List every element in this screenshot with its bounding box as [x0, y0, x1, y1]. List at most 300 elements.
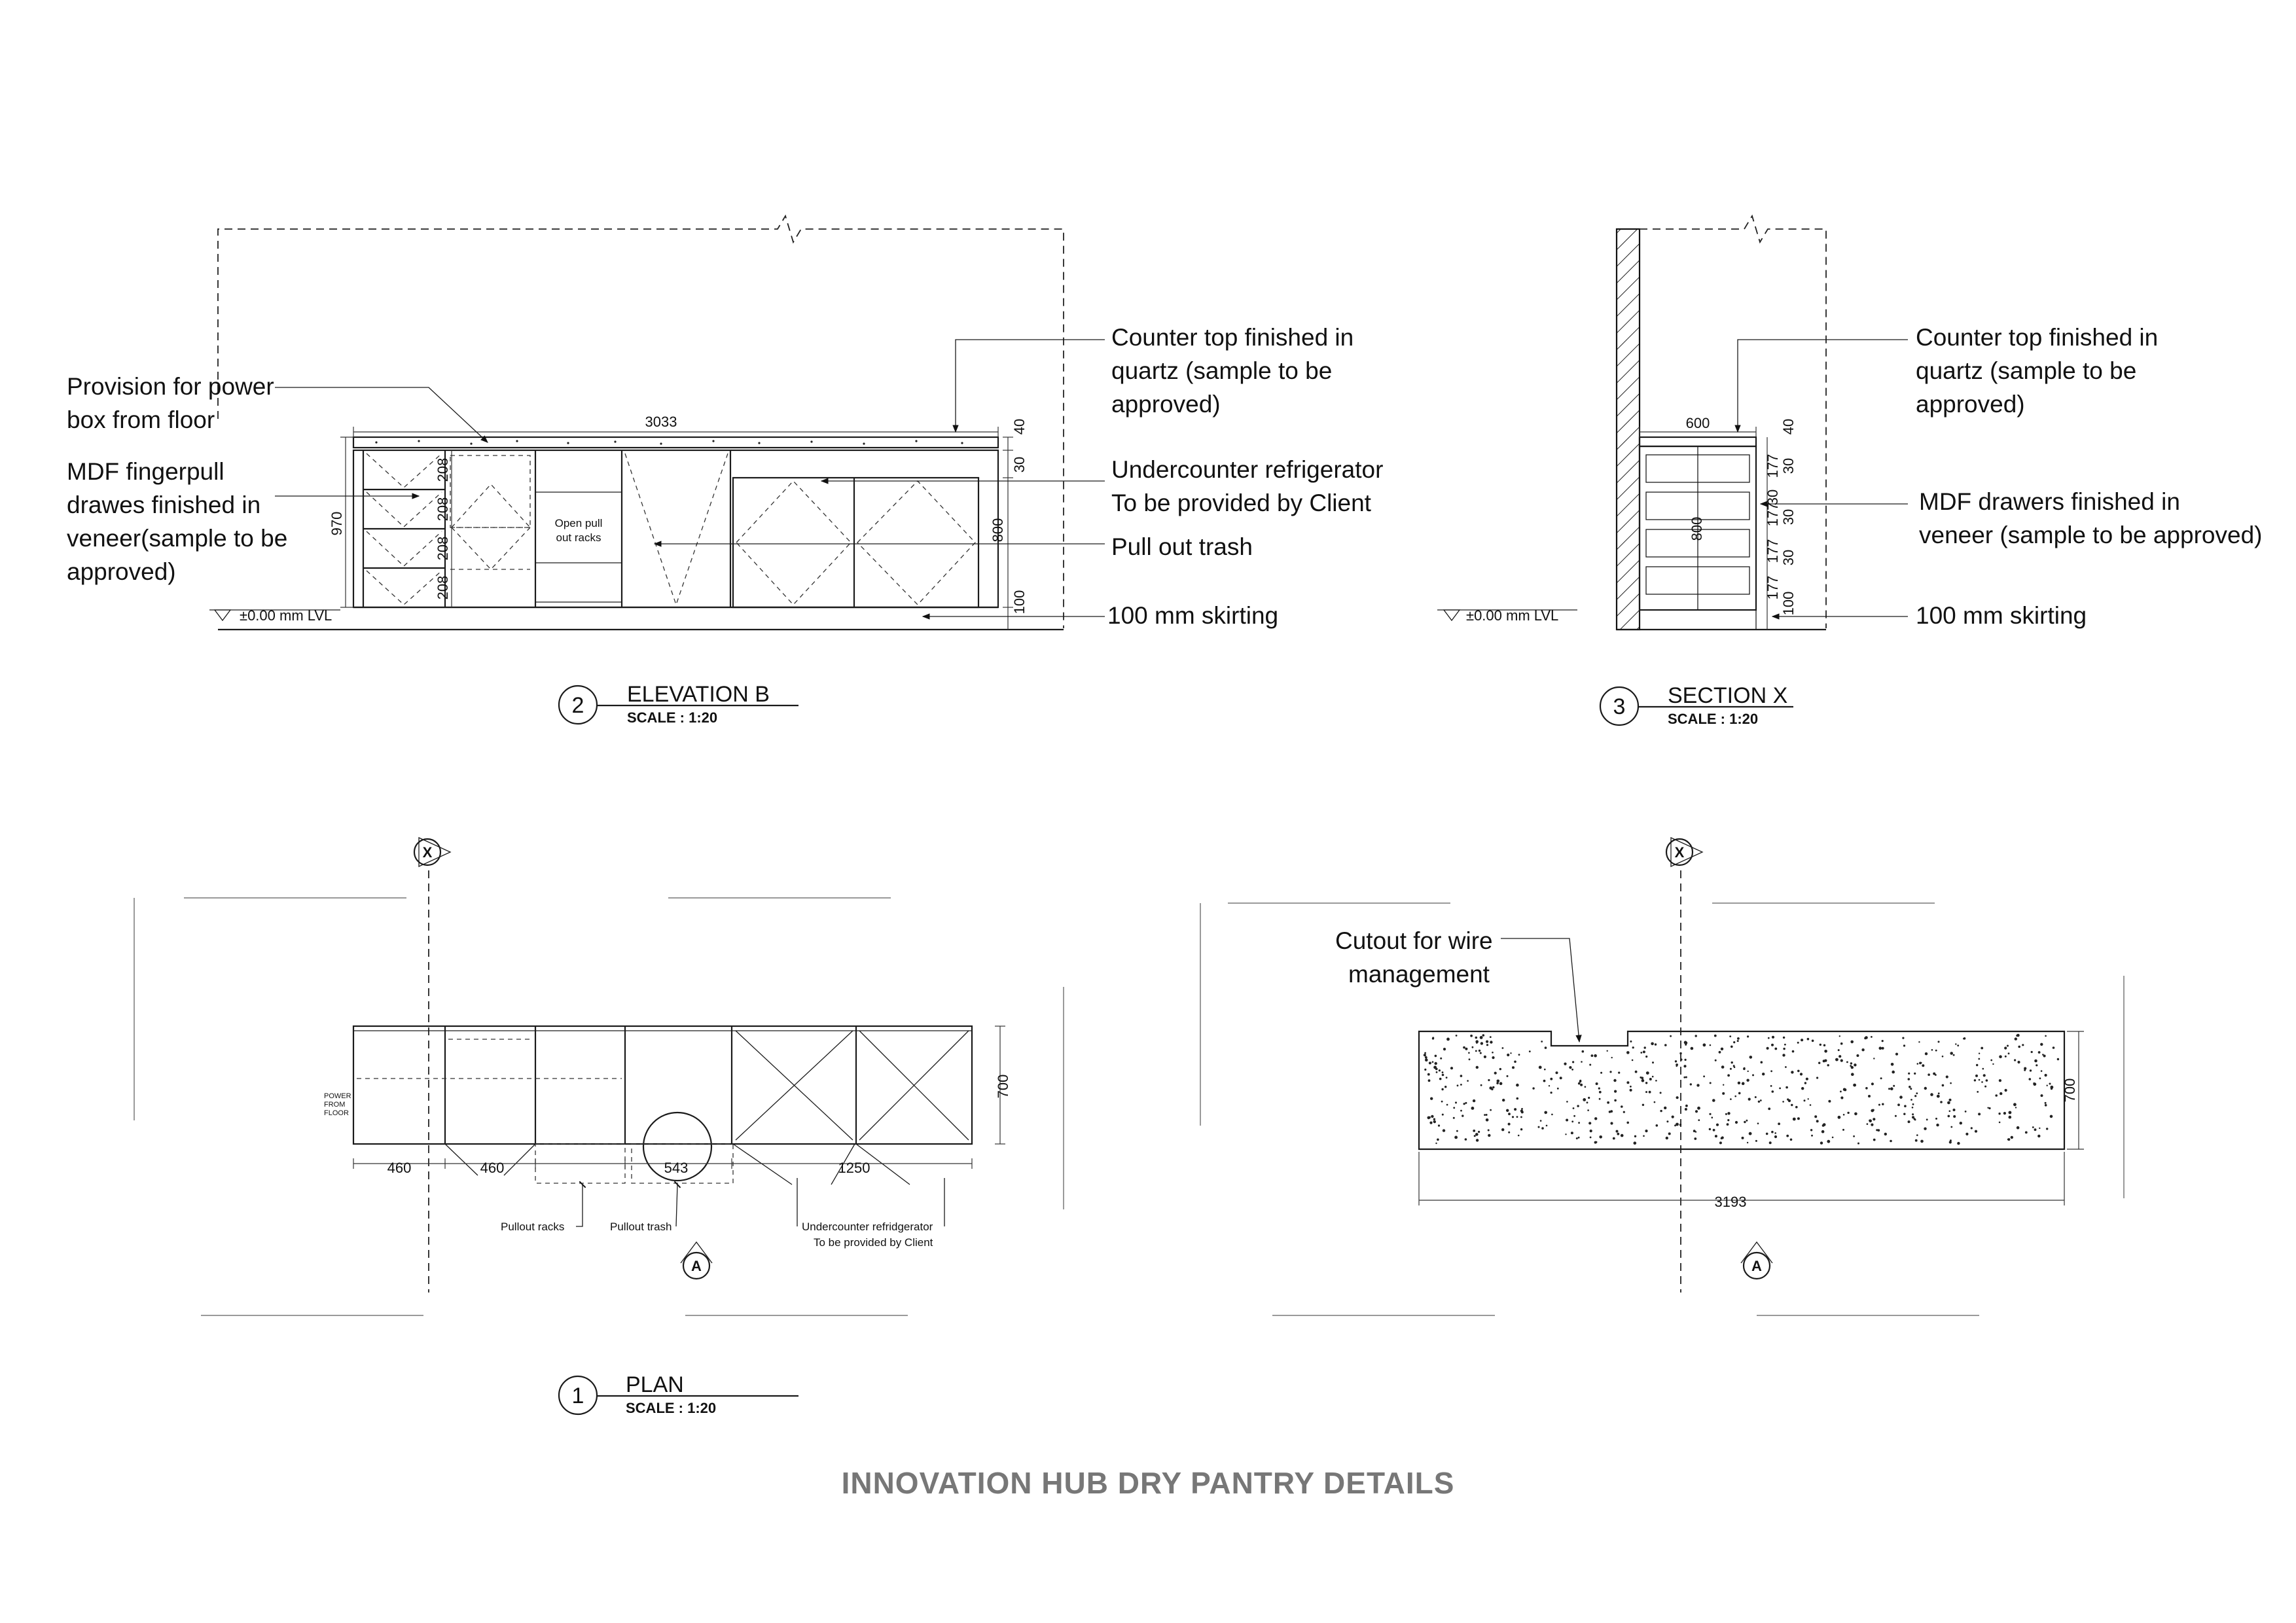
dim-gap: 30 [1011, 456, 1028, 473]
quartz-speck [1824, 1050, 1827, 1053]
quartz-speck [1731, 1046, 1733, 1048]
note-fridge-2: To be provided by Client [1111, 490, 1371, 516]
elevation-title: ELEVATION B [627, 682, 770, 707]
quartz-speck [1695, 1110, 1698, 1113]
quartz-speck [1808, 1098, 1809, 1099]
quartz-speck [1588, 1097, 1590, 1099]
quartz-speck [1998, 1113, 2000, 1115]
open-racks-label-2: out racks [556, 531, 601, 544]
quartz-speck [1444, 1086, 1446, 1088]
plan-power-2: FROM [324, 1101, 346, 1109]
quartz-speck [1433, 1066, 1437, 1069]
quartz-speck [1614, 1090, 1617, 1093]
quartz-speck [1950, 1139, 1952, 1141]
quartz-speck [1518, 1135, 1520, 1137]
quartz-speck [1908, 1073, 1910, 1075]
quartz-speck [1735, 1121, 1738, 1124]
quartz-speck [1564, 1063, 1566, 1065]
quartz-speck [1696, 1084, 1699, 1086]
quartz-speck [1607, 1101, 1609, 1104]
quartz-speck [1460, 1110, 1462, 1112]
quartz-speck [1474, 1135, 1476, 1137]
quartz-speck [1560, 1077, 1562, 1079]
quartz-speck [1950, 1082, 1952, 1084]
elevation-scale: SCALE : 1:20 [627, 709, 718, 726]
note-fridge-1: Undercounter refrigerator [1111, 456, 1384, 483]
quartz-speck [1691, 1047, 1694, 1050]
quartz-speck [1757, 1122, 1759, 1124]
quartz-speck [1928, 1073, 1930, 1076]
quartz-speck [1797, 1117, 1800, 1120]
quartz-speck [1443, 1048, 1446, 1050]
quartz-speck [1965, 1133, 1968, 1135]
quartz-speck [1596, 1141, 1598, 1143]
quartz-speck [1492, 1052, 1494, 1054]
quartz-speck [1470, 1035, 1473, 1037]
quartz-speck [1566, 1119, 1568, 1122]
quartz-speck [1865, 1087, 1868, 1090]
quartz-speck [1480, 1084, 1482, 1086]
quartz-speck [1880, 1077, 1882, 1079]
quartz-speck [2013, 1103, 2017, 1106]
quartz-speck [1641, 1079, 1645, 1082]
quartz-speck [1838, 1049, 1840, 1051]
quartz-speck [1715, 1060, 1717, 1061]
quartz-speck [1516, 1116, 1518, 1118]
quartz-speck [2039, 1128, 2040, 1129]
quartz-speck [2005, 1089, 2007, 1092]
top-plan-elevation-marker [1741, 1242, 1772, 1279]
quartz-speck [2041, 1070, 2043, 1072]
quartz-speck [1480, 1052, 1482, 1054]
elevation-b-view [67, 216, 1383, 726]
quartz-speck [2045, 1102, 2047, 1104]
quartz-speck [1912, 1113, 1914, 1115]
quartz-speck [1828, 1100, 1831, 1103]
quartz-speck [1424, 1069, 1426, 1071]
quartz-speck [1871, 1124, 1873, 1126]
quartz-speck [1999, 1055, 2002, 1058]
quartz-speck [1823, 1044, 1825, 1046]
quartz-speck [1727, 1074, 1730, 1077]
quartz-speck [1469, 1058, 1471, 1060]
quartz-speck [1640, 1052, 1642, 1054]
quartz-speck [1734, 1096, 1736, 1097]
quartz-speck [1596, 1082, 1598, 1085]
quartz-speck [1926, 1118, 1928, 1120]
quartz-speck [1990, 1060, 1992, 1061]
quartz-speck [2000, 1092, 2002, 1095]
quartz-speck [1501, 1128, 1504, 1131]
quartz-speck [1999, 1079, 2001, 1082]
quartz-speck [1922, 1064, 1924, 1067]
quartz-speck [1891, 1063, 1894, 1066]
quartz-speck [1590, 1130, 1592, 1132]
quartz-speck [1916, 1092, 1918, 1094]
plan-cabinets [324, 1026, 972, 1185]
quartz-speck [1514, 1108, 1516, 1111]
quartz-speck [1752, 1074, 1754, 1076]
quartz-speck [1712, 1116, 1713, 1118]
quartz-speck [2041, 1094, 2043, 1097]
quartz-speck [1510, 1052, 1511, 1054]
quartz-speck [2047, 1085, 2048, 1086]
quartz-speck [2005, 1056, 2007, 1058]
quartz-speck [1588, 1122, 1591, 1124]
quartz-speck [1651, 1043, 1654, 1046]
quartz-speck [1514, 1061, 1516, 1063]
quartz-speck [1747, 1142, 1748, 1143]
quartz-speck [2049, 1083, 2051, 1085]
section-dimensions [1640, 415, 1797, 630]
section-dim-top: 40 [1780, 418, 1797, 435]
quartz-speck [2045, 1104, 2047, 1107]
quartz-speck [1778, 1122, 1780, 1125]
quartz-speck [1719, 1051, 1721, 1054]
quartz-speck [1758, 1101, 1760, 1103]
quartz-speck [1632, 1046, 1634, 1048]
quartz-speck [1801, 1087, 1804, 1090]
quartz-speck [1439, 1069, 1441, 1071]
quartz-speck [1440, 1058, 1442, 1060]
quartz-speck [1613, 1079, 1616, 1082]
quartz-speck [1767, 1047, 1769, 1050]
plan-section-marker-label: X [422, 844, 433, 861]
quartz-speck [1899, 1096, 1903, 1099]
quartz-speck [1435, 1062, 1437, 1065]
quartz-speck [1616, 1130, 1619, 1133]
section-dim-drawer-3: 177 [1765, 539, 1781, 563]
quartz-speck [1433, 1120, 1436, 1123]
quartz-speck [1769, 1141, 1772, 1144]
quartz-speck [1746, 1120, 1748, 1122]
quartz-speck [1600, 1072, 1602, 1074]
quartz-speck [1854, 1113, 1857, 1116]
quartz-speck [1492, 1056, 1494, 1059]
quartz-speck [1914, 1118, 1916, 1120]
quartz-speck [1544, 1111, 1547, 1115]
quartz-speck [2011, 1136, 2013, 1139]
quartz-speck [1703, 1075, 1705, 1077]
quartz-speck [1782, 1054, 1785, 1056]
plan-view [134, 838, 1064, 1416]
quartz-speck [1502, 1047, 1504, 1049]
quartz-speck [1936, 1124, 1939, 1126]
quartz-speck [1983, 1074, 1986, 1077]
quartz-speck [1463, 1103, 1465, 1105]
quartz-speck [1981, 1047, 1983, 1050]
plan-dim-4: 1250 [838, 1160, 870, 1176]
quartz-speck [1551, 1114, 1553, 1116]
quartz-speck [1432, 1037, 1434, 1039]
quartz-speck [1571, 1120, 1573, 1122]
plan-notes [501, 1178, 944, 1249]
quartz-speck [1450, 1067, 1453, 1069]
plan-note-fridge-1: Undercounter refridgerator [802, 1221, 933, 1233]
quartz-speck [1953, 1054, 1955, 1056]
elevation-leaders [275, 340, 1105, 616]
quartz-speck [1655, 1043, 1657, 1045]
quartz-speck [1742, 1082, 1745, 1085]
quartz-speck [1725, 1113, 1727, 1115]
quartz-speck [2053, 1046, 2055, 1049]
quartz-speck [1579, 1080, 1582, 1083]
quartz-speck [1912, 1103, 1914, 1105]
quartz-speck [1549, 1085, 1550, 1086]
cutout-note-1: Cutout for wire [1335, 927, 1493, 954]
note-mdf-1: MDF fingerpull [67, 458, 224, 485]
quartz-speck [1840, 1060, 1843, 1062]
quartz-speck [2034, 1060, 2037, 1063]
quartz-speck [1645, 1091, 1647, 1093]
note-power-2: box from floor [67, 406, 215, 433]
quartz-speck [1744, 1067, 1746, 1069]
quartz-speck [1946, 1075, 1948, 1078]
note-mdf-2: drawes finished in [67, 491, 261, 518]
quartz-speck [2007, 1138, 2010, 1141]
section-dim-drawer-1: 177 [1765, 454, 1781, 478]
quartz-speck [1850, 1062, 1852, 1064]
quartz-speck [1953, 1115, 1956, 1118]
quartz-speck [1910, 1088, 1912, 1090]
quartz-speck [1652, 1076, 1654, 1078]
quartz-speck [2015, 1107, 2017, 1108]
quartz-speck [1820, 1044, 1821, 1046]
quartz-speck [1436, 1071, 1438, 1073]
note-counter-2: quartz (sample to be [1111, 357, 1333, 384]
quartz-speck [1460, 1084, 1462, 1086]
quartz-speck [1942, 1084, 1945, 1087]
quartz-speck [1609, 1071, 1611, 1073]
quartz-speck [1642, 1104, 1644, 1106]
quartz-speck [1465, 1048, 1467, 1050]
quartz-speck [1473, 1099, 1475, 1102]
section-title: SECTION X [1668, 683, 1788, 708]
quartz-speck [1571, 1132, 1573, 1134]
quartz-speck [1431, 1115, 1433, 1118]
quartz-speck [1733, 1041, 1735, 1043]
plan-power-1: POWER [324, 1092, 351, 1100]
quartz-speck [1488, 1130, 1490, 1132]
note-counter-1: Counter top finished in [1111, 324, 1354, 351]
quartz-speck [1435, 1055, 1437, 1058]
quartz-speck [1507, 1054, 1509, 1056]
quartz-speck [1583, 1098, 1586, 1101]
open-racks-label-1: Open pull [554, 517, 603, 529]
quartz-speck [1475, 1037, 1478, 1039]
quartz-speck [1492, 1086, 1494, 1088]
quartz-speck [1472, 1046, 1474, 1048]
quartz-speck [1864, 1037, 1867, 1040]
quartz-speck [1850, 1041, 1854, 1044]
quartz-speck [1437, 1139, 1439, 1141]
quartz-speck [1456, 1130, 1458, 1132]
section-dim-drawer-4: 177 [1765, 575, 1781, 600]
quartz-speck [1986, 1079, 1988, 1082]
quartz-speck [1975, 1130, 1977, 1133]
quartz-speck [1908, 1078, 1910, 1080]
dim-top: 40 [1011, 418, 1028, 435]
section-dim-gap-1: 30 [1780, 457, 1797, 474]
quartz-speck [1646, 1071, 1649, 1075]
quartz-speck [1578, 1122, 1580, 1124]
section-wall [1617, 229, 1640, 630]
quartz-speck [1643, 1050, 1645, 1053]
quartz-speck [1853, 1135, 1855, 1137]
dim-length: 3033 [645, 414, 677, 430]
quartz-speck [1672, 1116, 1674, 1118]
quartz-speck [1987, 1107, 1988, 1109]
quartz-speck [1770, 1070, 1772, 1072]
quartz-speck [1957, 1044, 1959, 1046]
quartz-speck [1890, 1140, 1892, 1143]
quartz-speck [1710, 1082, 1712, 1084]
quartz-speck [1573, 1107, 1575, 1109]
quartz-speck [1806, 1078, 1808, 1080]
quartz-speck [1435, 1143, 1437, 1144]
quartz-speck [1774, 1132, 1776, 1134]
top-plan-section-marker-label: X [1674, 844, 1685, 861]
quartz-speck [1949, 1099, 1952, 1101]
quartz-speck [1446, 1077, 1448, 1079]
quartz-speck [1738, 1082, 1740, 1084]
quartz-speck [1480, 1042, 1483, 1044]
quartz-speck [1853, 1084, 1856, 1087]
quartz-speck [2025, 1132, 2028, 1134]
section-dim-drawer-2: 177 [1765, 502, 1781, 527]
quartz-speck [1873, 1109, 1874, 1111]
quartz-speck [1557, 1088, 1559, 1090]
section-dim-gap-3: 30 [1780, 508, 1797, 526]
quartz-speck [1786, 1135, 1789, 1137]
quartz-speck [1895, 1115, 1897, 1117]
quartz-speck [1626, 1122, 1629, 1124]
quartz-speck [1520, 1110, 1523, 1113]
quartz-speck [1867, 1123, 1869, 1125]
countertop-outline [1419, 1031, 2064, 1149]
quartz-speck [1729, 1035, 1731, 1037]
quartz-speck [1749, 1132, 1752, 1135]
quartz-speck [1630, 1086, 1632, 1088]
dim-body: 800 [990, 518, 1006, 543]
quartz-speck [1902, 1037, 1904, 1039]
quartz-speck [1460, 1075, 1463, 1077]
quartz-speck [1572, 1061, 1574, 1063]
quartz-speck [1761, 1061, 1763, 1063]
quartz-speck [1439, 1078, 1442, 1080]
quartz-speck [1783, 1037, 1785, 1039]
note-mdf-4: approved) [67, 558, 176, 585]
quartz-speck [1979, 1079, 1981, 1081]
quartz-speck [1641, 1077, 1643, 1079]
quartz-speck [1494, 1072, 1497, 1075]
section-note-counter-1: Counter top finished in [1916, 324, 2159, 351]
quartz-speck [1565, 1133, 1566, 1135]
quartz-speck [1832, 1137, 1834, 1139]
quartz-speck [1931, 1049, 1933, 1051]
quartz-speck [2057, 1058, 2059, 1060]
cutout-note-2: management [1348, 961, 1490, 988]
quartz-speck [1842, 1129, 1844, 1131]
note-mdf-3: veneer(sample to be [67, 525, 288, 552]
quartz-speck [1508, 1132, 1510, 1133]
section-x-view [1437, 216, 2262, 727]
quartz-speck [1685, 1108, 1687, 1111]
quartz-speck [2017, 1126, 2020, 1130]
elevation-level-label: ±0.00 mm LVL [240, 607, 332, 624]
quartz-speck [2031, 1051, 2033, 1053]
quartz-speck [1685, 1077, 1687, 1079]
section-note-mdf-1: MDF drawers finished in [1919, 488, 2180, 515]
quartz-speck [1790, 1139, 1793, 1141]
quartz-speck [1978, 1113, 1981, 1115]
quartz-speck [1587, 1109, 1589, 1111]
quartz-speck [1432, 1061, 1434, 1063]
quartz-speck [1543, 1080, 1546, 1082]
quartz-speck [1476, 1066, 1479, 1069]
section-dim-gap-4: 30 [1780, 549, 1797, 566]
quartz-speck [1428, 1079, 1431, 1082]
quartz-speck [1721, 1137, 1723, 1139]
quartz-speck [1942, 1056, 1944, 1058]
quartz-speck [1895, 1053, 1898, 1056]
quartz-speck [1666, 1120, 1668, 1122]
elevation-title-block [559, 682, 798, 726]
quartz-speck [1856, 1054, 1859, 1057]
quartz-speck [2022, 1044, 2024, 1046]
top-plan-room-outline [1200, 903, 2124, 1315]
quartz-speck [1738, 1092, 1741, 1095]
quartz-speck [1467, 1080, 1469, 1082]
quartz-speck [1580, 1084, 1583, 1086]
quartz-speck [1893, 1085, 1895, 1087]
quartz-speck [1598, 1088, 1600, 1090]
quartz-speck [1737, 1037, 1740, 1040]
quartz-speck [1632, 1060, 1634, 1061]
quartz-speck [2046, 1128, 2048, 1130]
plan-dimensions [353, 1026, 1011, 1176]
quartz-speck [1664, 1107, 1666, 1109]
quartz-speck [1938, 1092, 1940, 1094]
quartz-speck [1978, 1058, 1980, 1060]
quartz-speck [1861, 1048, 1864, 1051]
quartz-speck [1995, 1094, 1998, 1097]
quartz-speck [1854, 1063, 1856, 1066]
quartz-speck [1475, 1040, 1479, 1043]
quartz-speck [1903, 1113, 1905, 1115]
quartz-speck [1556, 1071, 1558, 1074]
quartz-speck [1772, 1036, 1774, 1039]
quartz-speck [1429, 1061, 1431, 1064]
quartz-speck [1489, 1086, 1492, 1090]
quartz-speck [1442, 1114, 1444, 1116]
quartz-speck [1446, 1038, 1450, 1041]
quartz-speck [1508, 1123, 1511, 1126]
dim-plinth: 100 [1011, 590, 1028, 615]
quartz-speck [1730, 1098, 1732, 1100]
quartz-speck [1446, 1104, 1448, 1106]
quartz-speck [1795, 1106, 1798, 1109]
quartz-speck [1930, 1093, 1933, 1096]
plan-note-fridge-2: To be provided by Client [814, 1236, 933, 1249]
quartz-speck [1744, 1121, 1746, 1123]
quartz-speck [1882, 1103, 1884, 1105]
quartz-speck [1839, 1055, 1841, 1058]
section-callout-number: 3 [1613, 694, 1626, 719]
quartz-speck [1772, 1090, 1774, 1093]
quartz-speck [1791, 1071, 1793, 1073]
quartz-speck [1645, 1082, 1647, 1084]
